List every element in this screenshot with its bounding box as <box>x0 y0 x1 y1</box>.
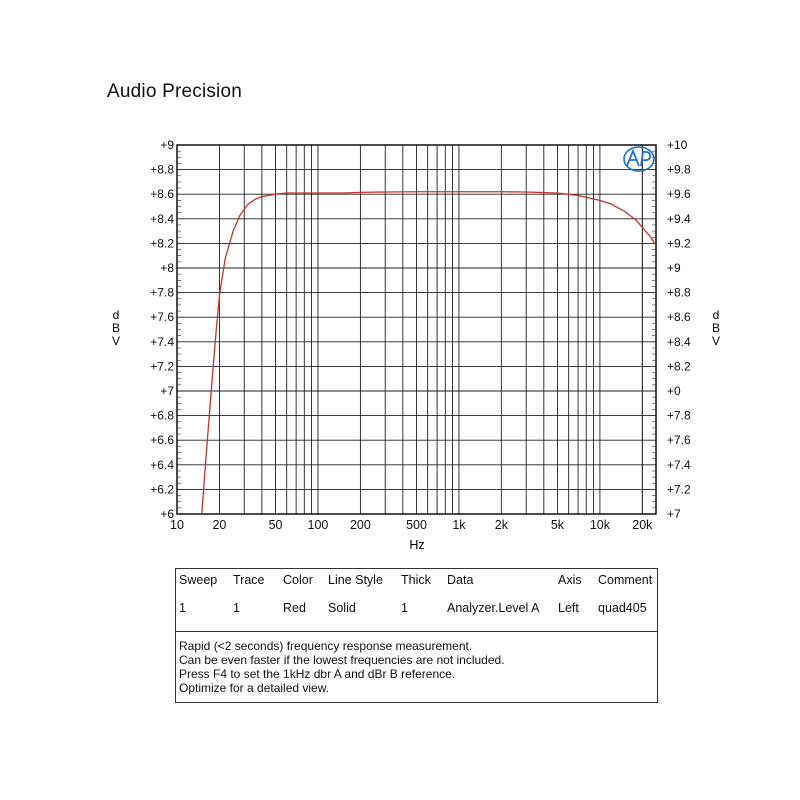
y-right-tick-label: +7.6 <box>667 433 691 448</box>
legend-header-trace: Trace <box>233 573 265 587</box>
legend-header-data: Data <box>447 573 474 587</box>
x-tick-label: 1k <box>452 518 466 532</box>
y-left-tick-label: +7.2 <box>150 359 174 374</box>
y-right-tick-label: +9.8 <box>667 162 691 177</box>
x-tick-label: 20k <box>632 518 653 532</box>
y-left-tick-label: +8 <box>160 261 174 275</box>
chart-grid <box>177 145 656 514</box>
y-left-tick-label: +6.2 <box>150 482 174 497</box>
x-tick-label: 10 <box>170 518 184 532</box>
legend-data-row <box>176 601 657 623</box>
note-line: Press F4 to set the 1kHz dbr A and dBr B reference. <box>179 667 456 681</box>
legend-header-color: Color <box>283 573 313 587</box>
y-right-tick-label: +9.2 <box>667 236 691 251</box>
y-right-tick-label: +8.2 <box>667 359 691 374</box>
y-right-tick-label: +9.4 <box>667 211 691 226</box>
x-axis-label: Hz <box>409 538 425 552</box>
legend-cell-comment: quad405 <box>598 601 647 615</box>
y-left-tick-label: +7.8 <box>150 285 174 300</box>
legend-cell-axis: Left <box>558 601 579 615</box>
y-right-tick-label: +0 <box>667 384 681 398</box>
x-tick-label: 20 <box>212 518 227 532</box>
legend-notes <box>179 639 505 695</box>
y-left-tick-label: +6.4 <box>150 457 174 472</box>
x-tick-label: 500 <box>406 518 427 532</box>
y-right-tick-label: +7.2 <box>667 482 691 497</box>
legend-header-axis: Axis <box>558 573 582 587</box>
legend-cell-color: Red <box>283 601 306 615</box>
x-tick-label: 10k <box>589 518 610 532</box>
y-right-tick-label: +7.4 <box>667 457 691 472</box>
series-layer <box>202 192 656 514</box>
note-line: Optimize for a detailed view. <box>179 681 330 695</box>
y-right-tick-labels <box>667 138 691 521</box>
x-tick-label: 5k <box>550 518 565 532</box>
y-right-axis-label: d B V <box>711 308 721 348</box>
x-tick-label: 2k <box>494 518 508 532</box>
y-right-tick-label: +10 <box>667 138 688 152</box>
x-tick-labels <box>170 518 653 532</box>
y-right-tick-label: +8.6 <box>667 310 691 325</box>
y-left-tick-label: +9 <box>160 138 174 152</box>
y-left-tick-label: +6.6 <box>150 433 174 448</box>
y-right-tick-label: +8.8 <box>667 285 691 300</box>
legend-header-line-style: Line Style <box>328 573 383 587</box>
y-left-tick-label: +6.8 <box>150 408 174 423</box>
legend-header-sweep: Sweep <box>179 573 218 587</box>
legend-cell-thick: 1 <box>401 601 408 615</box>
y-left-tick-label: +6 <box>160 507 174 521</box>
y-left-tick-label: +8.2 <box>150 236 174 251</box>
x-tick-label: 200 <box>349 518 371 532</box>
y-right-tick-label: +8.4 <box>667 334 691 349</box>
y-left-tick-label: +8.8 <box>150 162 174 177</box>
note-line: Can be even faster if the lowest frequencies are not included. <box>179 653 505 667</box>
y-left-tick-label: +8.4 <box>150 211 174 226</box>
x-tick-label: 50 <box>268 518 283 532</box>
series-line <box>202 192 656 514</box>
y-right-tick-label: +9.6 <box>667 187 691 202</box>
y-right-tick-label: +7.8 <box>667 408 691 423</box>
y-left-tick-labels <box>150 138 174 521</box>
legend-cell-line-style: Solid <box>328 601 356 615</box>
y-left-tick-label: +8.6 <box>150 187 174 202</box>
y-left-axis-label: d B V <box>111 308 121 348</box>
legend-table <box>175 568 658 703</box>
y-left-tick-label: +7.6 <box>150 310 174 325</box>
y-left-tick-label: +7 <box>160 384 174 398</box>
legend-header-thick: Thick <box>401 573 431 587</box>
page-title: Audio Precision <box>107 81 243 102</box>
y-left-tick-label: +7.4 <box>150 334 174 349</box>
legend-cell-data: Analyzer.Level A <box>447 601 540 615</box>
ap-logo-icon <box>624 147 654 171</box>
y-right-tick-label: +7 <box>667 507 681 521</box>
legend-cell-trace: 1 <box>233 601 240 615</box>
x-tick-label: 100 <box>307 518 329 532</box>
legend-cell-sweep: 1 <box>179 601 186 615</box>
legend-separator <box>176 631 657 632</box>
legend-header-comment: Comment <box>598 573 653 587</box>
note-line: Rapid (<2 seconds) frequency response measurement. <box>179 639 473 653</box>
y-right-tick-label: +9 <box>667 261 681 275</box>
legend-header-row <box>176 573 657 595</box>
